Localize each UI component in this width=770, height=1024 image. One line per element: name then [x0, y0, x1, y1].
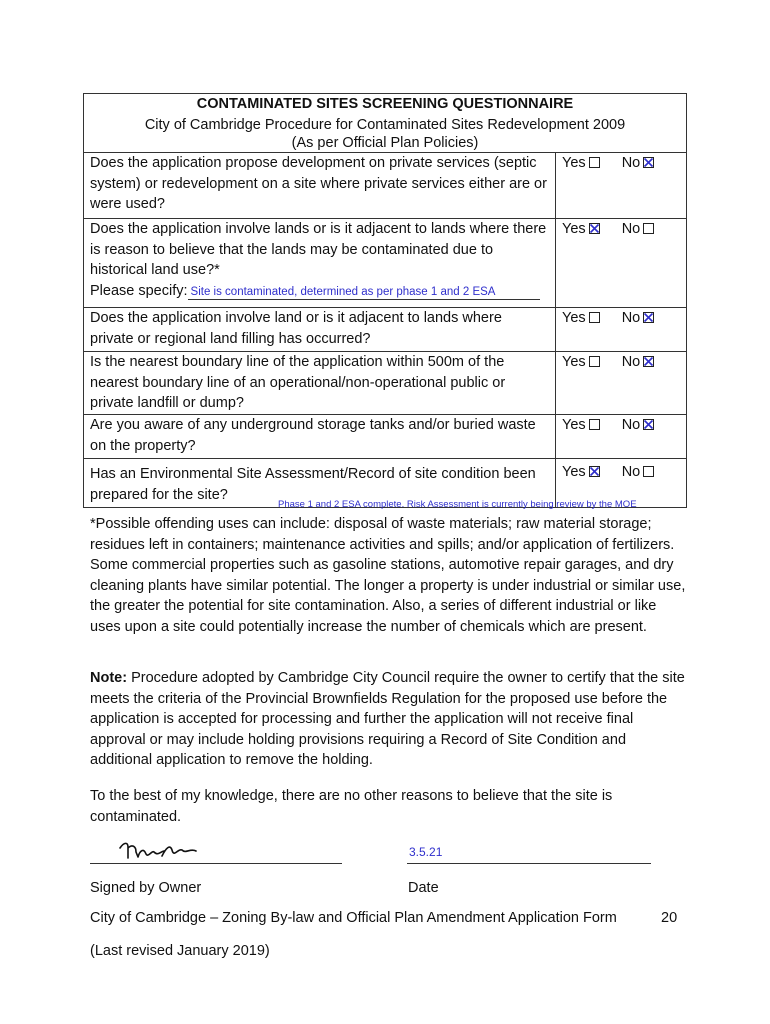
note-paragraph: [90, 668, 686, 771]
questionnaire-subtitle: City of Cambridge Procedure for Contaminated Sites Redevelopment 2009: [144, 116, 626, 133]
answer-cell: [556, 219, 687, 308]
no-label: No: [621, 464, 641, 480]
question-text: Does the application involve land or is it adjacent to lands where private or regional land filling has occurred?: [84, 308, 556, 352]
certification-paragraph: To the best of my knowledge, there are no other reasons to believe that the site is contaminated.: [90, 788, 613, 825]
no-checkbox[interactable]: [643, 356, 654, 367]
owner-signature-image: [116, 838, 200, 862]
date-value[interactable]: 3.5.21: [409, 845, 443, 859]
no-label: No: [621, 354, 641, 370]
yes-checkbox[interactable]: [589, 466, 600, 477]
question-text: Does the application involve lands or is it adjacent to lands where there is reason to believe that the lands may be contaminated due to historical land use?*: [90, 221, 547, 278]
answer-cell: [556, 352, 687, 415]
answer-cell: [556, 153, 687, 219]
question-row: [84, 219, 687, 308]
yes-label: Yes: [562, 354, 586, 370]
esa-status-note: Phase 1 and 2 ESA complete. Risk Assessment is currently being review by the MOE: [278, 499, 637, 510]
no-label: No: [621, 221, 641, 237]
check-x-icon: [643, 312, 654, 323]
date-line: [407, 862, 651, 864]
question-row: [84, 153, 687, 219]
yes-checkbox[interactable]: [589, 312, 600, 323]
question-text: Has an Environmental Site Assessment/Record of site condition been prepared for the site?: [84, 459, 556, 508]
question-row: [84, 308, 687, 352]
date-label: Date: [408, 880, 439, 896]
page-number: 20: [661, 910, 678, 926]
no-checkbox[interactable]: [643, 157, 654, 168]
signed-by-owner-label: Signed by Owner: [90, 880, 202, 896]
no-checkbox[interactable]: [643, 419, 654, 430]
question-text: Are you aware of any underground storage tanks and/or buried waste on the property?: [84, 415, 556, 459]
no-checkbox[interactable]: [643, 223, 654, 234]
answer-cell: [556, 308, 687, 352]
yes-checkbox[interactable]: [589, 157, 600, 168]
signature-line: [90, 862, 342, 864]
yes-label: Yes: [562, 310, 586, 326]
yes-checkbox[interactable]: [589, 223, 600, 234]
question-row: [84, 352, 687, 415]
form-title: City of Cambridge – Zoning By-law and Official Plan Amendment Application Form: [90, 910, 617, 926]
check-x-icon: [589, 223, 600, 234]
question-row: [84, 415, 687, 459]
note-text: Procedure adopted by Cambridge City Council require the owner to certify that the site meets the criteria of the Provincial Brownfields Regulation for the proposed use before the application is accepted for processing and further the application will not receive final approval or may include holding provisions requiring a Record of Site Condition and additional application to remove the holding.: [90, 670, 685, 769]
yes-label: Yes: [562, 155, 586, 171]
question-text-cell: [84, 219, 556, 308]
questionnaire-title: CONTAMINATED SITES SCREENING QUESTIONNAIRE: [196, 96, 574, 112]
yes-checkbox[interactable]: [589, 419, 600, 430]
specify-row: [90, 281, 549, 302]
footnote-paragraph: *Possible offending uses can include: disposal of waste materials; raw material storage; residues left in containers; maintenance activities and spills; and/or application of fertilizers. Some commercial properties such as gasoline stations, automotive repair garages, and dry cleaning plants have similar potential. The longer a property is under industrial or similar use, the greater the potential for site contamination. Also, a series of different industrial or like uses upon a site could potentially increase the number of chemicals which are present.: [90, 516, 686, 635]
questionnaire-header: [84, 94, 687, 153]
check-x-icon: [589, 466, 600, 477]
yes-label: Yes: [562, 221, 586, 237]
yes-label: Yes: [562, 464, 586, 480]
questionnaire-policy-note: (As per Official Plan Policies): [291, 135, 479, 151]
no-checkbox[interactable]: [643, 312, 654, 323]
no-label: No: [621, 310, 641, 326]
check-x-icon: [643, 356, 654, 367]
specify-input[interactable]: Site is contaminated, determined as per phase 1 and 2 ESA: [188, 285, 540, 300]
last-revised: (Last revised January 2019): [90, 943, 270, 959]
note-label: Note:: [90, 670, 128, 686]
question-text: Does the application propose development on private services (septic system) or redevelopment on a site where private services either are or were used?: [84, 153, 556, 219]
yes-checkbox[interactable]: [589, 356, 600, 367]
specify-label: Please specify:: [90, 282, 188, 299]
answer-cell: [556, 415, 687, 459]
no-label: No: [621, 155, 641, 171]
check-x-icon: [643, 157, 654, 168]
no-label: No: [621, 417, 641, 433]
question-text: Is the nearest boundary line of the application within 500m of the nearest boundary line of an operational/non-operational public or private landfill or dump?: [84, 352, 556, 415]
check-x-icon: [643, 419, 654, 430]
yes-label: Yes: [562, 417, 586, 433]
no-checkbox[interactable]: [643, 466, 654, 477]
questionnaire-table: [83, 93, 687, 508]
